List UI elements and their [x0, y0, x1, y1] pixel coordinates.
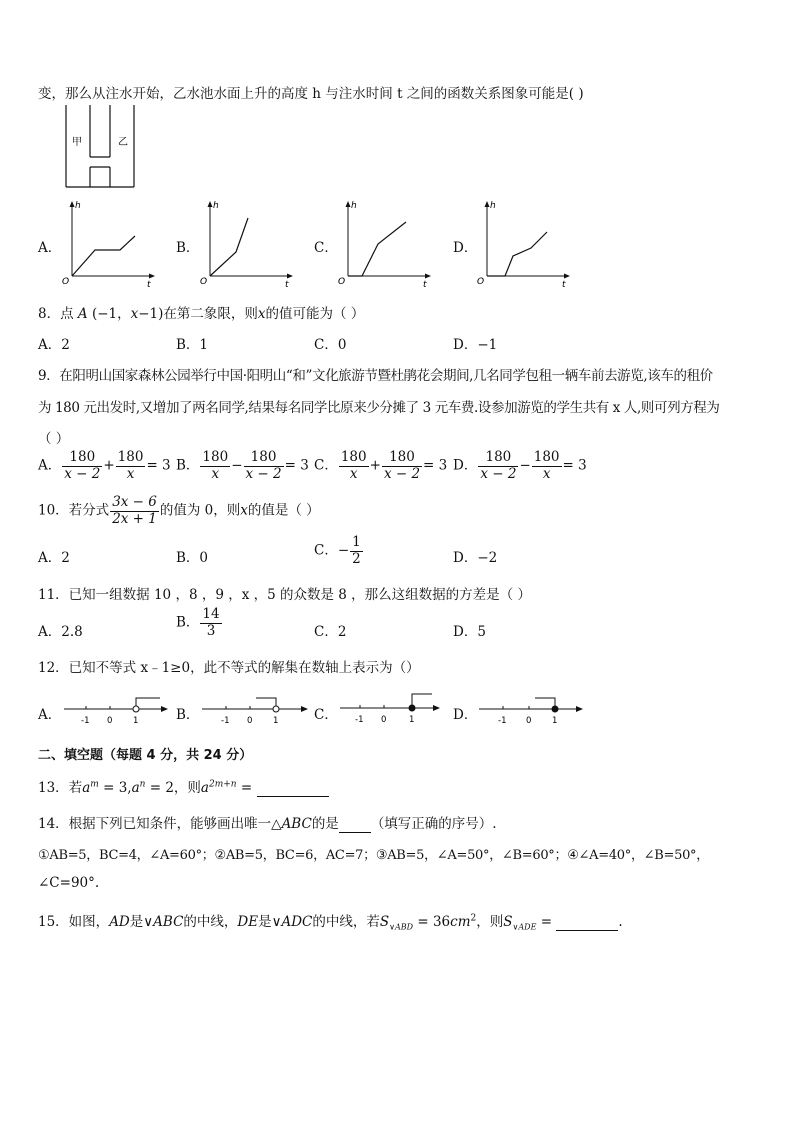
water-tank-diagram [60, 105, 140, 190]
svg-text:h: h [490, 201, 496, 211]
q8-stem: 8．点 A (−1，x−1)在第二象限，则x的值可能为（ ） [38, 306, 365, 322]
q13-answer-blank[interactable] [257, 780, 329, 797]
q9-option-d[interactable]: D． $\frac{180}{x - 2}$ − $\frac{180}{x}$ = 3 [453, 449, 587, 482]
q12-option-a-numberline [60, 693, 170, 729]
q9-stem-line1: 9．在阳明山国家森林公园举行中国·阳明山“和”文化旅游节暨杜鹃花会期间,几名同学包租一辆车前去游览,该车的租价 [38, 368, 713, 384]
q7-option-d-graph [475, 198, 575, 288]
svg-text:h: h [213, 201, 219, 211]
q12-option-d-label[interactable]: D． [453, 707, 478, 723]
svg-text:0: 0 [381, 715, 387, 725]
q12-option-d-numberline [475, 693, 587, 729]
svg-text:O: O [62, 277, 70, 287]
tank-left-label: 甲 [72, 137, 82, 148]
q11-stem: 11．已知一组数据 10 ，8 ，9 ，x ，5 的众数是 8 ，那么这组数据的方差是（ ） [38, 587, 531, 603]
q7-stem: 变，那么从注水开始，乙水池水面上升的高度 h 与注水时间 t 之间的函数关系图象可能是( ) [38, 86, 584, 102]
svg-text:t: t [423, 280, 427, 288]
q7-option-b-label[interactable]: B． [176, 240, 200, 256]
q9-option-b[interactable]: B． $\frac{180}{x}$ − $\frac{180}{x - 2}$ = 3 [176, 449, 309, 482]
tank-right-label: 乙 [118, 137, 128, 148]
section-fill-in-blank-heading: 二、填空题（每题 4 分，共 24 分） [38, 748, 253, 763]
svg-text:1: 1 [273, 716, 279, 726]
svg-text:t: t [562, 280, 566, 288]
q10-option-a[interactable]: A．2 [38, 550, 70, 566]
q7-option-a-label[interactable]: A． [38, 240, 62, 256]
svg-text:O: O [477, 277, 485, 287]
svg-text:h: h [351, 201, 357, 211]
svg-text:O: O [338, 277, 346, 287]
q11-option-b[interactable]: B． $\frac{14}{3}$ [176, 606, 220, 639]
q14-stem-line3: ∠C=90°. [38, 875, 100, 891]
q15-answer-blank[interactable] [556, 914, 618, 931]
q12-option-c-numberline [336, 688, 448, 728]
q12-option-b-numberline [198, 693, 310, 729]
q8-option-b[interactable]: B．1 [176, 337, 209, 353]
svg-text:0: 0 [247, 716, 253, 726]
q11-option-a[interactable]: A．2.8 [38, 624, 83, 640]
q11-option-c[interactable]: C．2 [314, 624, 347, 640]
svg-text:0: 0 [107, 716, 113, 726]
svg-text:O: O [200, 277, 208, 287]
q10-option-b[interactable]: B．0 [176, 550, 209, 566]
q7-option-c-label[interactable]: C． [314, 240, 338, 256]
q15-stem: 15．如图，AD是∨ABC的中线，DE是∨ADC的中线，若$S_{\vee ABD} = 36cm^2$，则$S_{\vee ADE}$ = . [38, 913, 623, 932]
svg-text:h: h [75, 201, 81, 211]
q14-answer-blank[interactable] [339, 816, 371, 833]
q7-option-d-label[interactable]: D． [453, 240, 478, 256]
svg-text:t: t [147, 280, 151, 288]
q9-option-c[interactable]: C． $\frac{180}{x}$ + $\frac{180}{x - 2}$ = 3 [314, 449, 448, 482]
q12-option-b-label[interactable]: B． [176, 707, 200, 723]
q12-option-a-label[interactable]: A． [38, 707, 62, 723]
svg-text:0: 0 [526, 716, 532, 726]
q7-option-a-graph [60, 198, 160, 288]
q9-stem-line3: （ ） [38, 431, 70, 447]
svg-text:1: 1 [552, 716, 558, 726]
q7-option-b-graph [198, 198, 298, 288]
q10-option-c[interactable]: C．− $\frac{1}{2}$ [314, 534, 361, 567]
q10-stem: 10．若分式 $\frac{3x - 6}{2x + 1}$ 的值为 0，则x的值是（ ） [38, 494, 320, 527]
q7-option-c-graph [336, 198, 436, 288]
svg-text:-1: -1 [81, 716, 90, 726]
q10-option-d[interactable]: D．−2 [453, 550, 498, 566]
svg-text:1: 1 [409, 715, 415, 725]
svg-text:1: 1 [133, 716, 139, 726]
q8-option-c[interactable]: C．0 [314, 337, 347, 353]
q11-option-d[interactable]: D．5 [453, 624, 486, 640]
svg-text:-1: -1 [498, 716, 507, 726]
svg-text:-1: -1 [355, 715, 364, 725]
q13-stem: 13．若$a^m = 3,a^n = 2$，则$a^{2m+n}$ = [38, 776, 329, 797]
q8-option-a[interactable]: A．2 [38, 337, 70, 353]
svg-text:-1: -1 [221, 716, 230, 726]
svg-text:t: t [285, 280, 289, 288]
q14-stem-line1: 14．根据下列已知条件，能够画出唯一△ABC的是 （填写正确的序号）. [38, 816, 497, 832]
q9-option-a[interactable]: A． $\frac{180}{x - 2}$ + $\frac{180}{x}$ = 3 [38, 449, 171, 482]
q8-option-d[interactable]: D．−1 [453, 337, 498, 353]
q12-option-c-label[interactable]: C． [314, 707, 338, 723]
q12-stem: 12．已知不等式 x﹣1≥0，此不等式的解集在数轴上表示为（） [38, 660, 420, 676]
q14-stem-line2: ①AB=5，BC=4，∠A=60°；②AB=5，BC=6，AC=7；③AB=5，∠A=50°，∠B=60°；④∠A=40°，∠B=50°， [38, 848, 709, 863]
q9-stem-line2: 为 180 元出发时,又增加了两名同学,结果每名同学比原来少分摊了 3 元车费.设参加游览的学生共有 x 人,则可列方程为 [38, 400, 720, 416]
